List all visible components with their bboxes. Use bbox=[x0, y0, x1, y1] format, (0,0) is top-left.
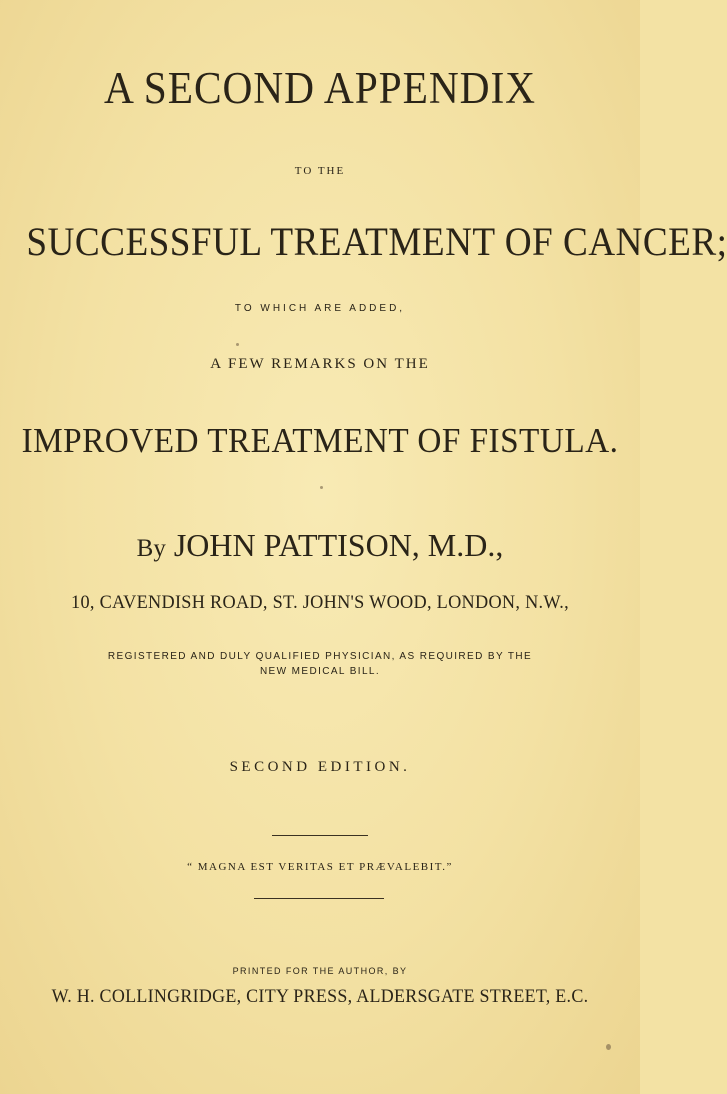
connector-few-remarks: A FEW REMARKS ON THE bbox=[210, 356, 430, 372]
author-line bbox=[0, 529, 640, 561]
main-title: A SECOND APPENDIX bbox=[103, 63, 536, 113]
subject-title: SUCCESSFUL TREATMENT OF CANCER; bbox=[26, 219, 727, 264]
paper-spot bbox=[606, 1044, 611, 1050]
author-name: JOHN PATTISON, M.D., bbox=[173, 527, 504, 563]
author-address: 10, CAVENDISH ROAD, ST. JOHN'S WOOD, LONDON, N.W., bbox=[71, 592, 569, 613]
divider-top bbox=[272, 835, 368, 836]
edition-label: SECOND EDITION. bbox=[229, 759, 411, 775]
credentials-line-2: NEW MEDICAL BILL. bbox=[259, 666, 381, 677]
credentials-line-1: REGISTERED AND DULY QUALIFIED PHYSICIAN, AS REQUIRED BY THE bbox=[107, 651, 533, 662]
secondary-subject-title: IMPROVED TREATMENT OF FISTULA. bbox=[21, 421, 619, 460]
connector-to-the: TO THE bbox=[294, 165, 346, 177]
connector-to-which: TO WHICH ARE ADDED, bbox=[234, 303, 406, 314]
printer-imprint: W. H. COLLINGRIDGE, CITY PRESS, ALDERSGATE STREET, E.C. bbox=[51, 987, 589, 1007]
paper-spot bbox=[320, 486, 323, 489]
paper-spot bbox=[236, 343, 239, 346]
author-by-label: By bbox=[136, 535, 166, 562]
printed-for-label: PRINTED FOR THE AUTHOR, BY bbox=[232, 966, 408, 976]
divider-bottom bbox=[254, 898, 384, 899]
motto: “ MAGNA EST VERITAS ET PRÆVALEBIT.” bbox=[187, 861, 453, 873]
